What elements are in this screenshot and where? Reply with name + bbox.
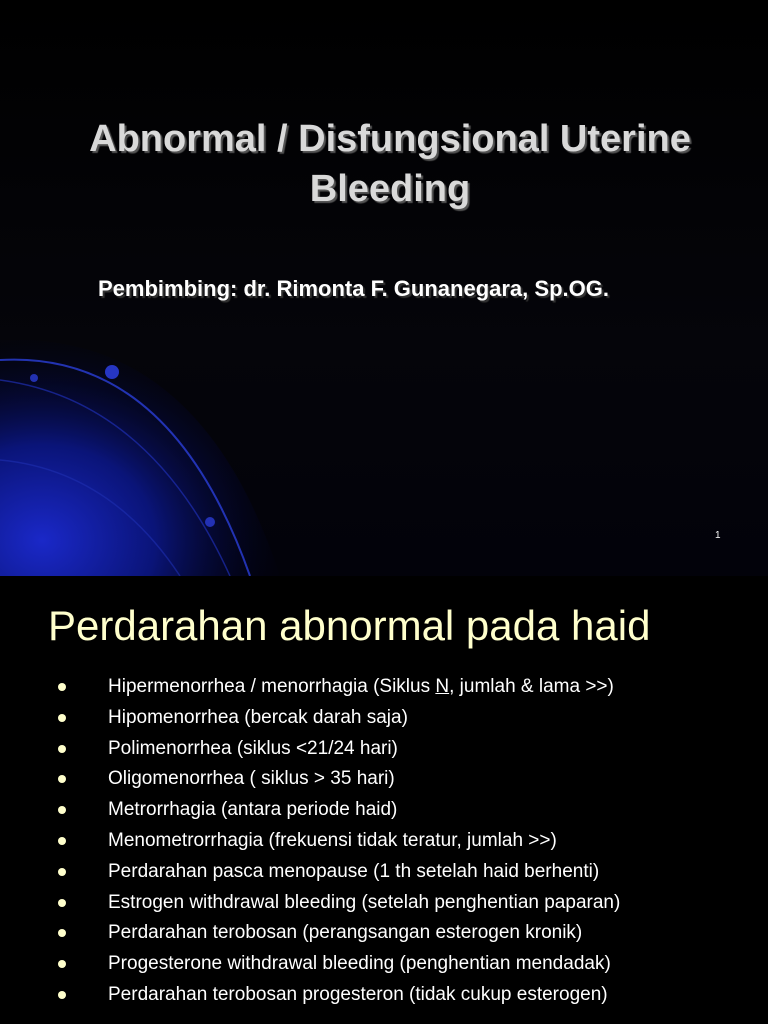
bullet-dot-icon xyxy=(58,929,66,937)
list-item xyxy=(0,764,768,795)
bullet-dot-icon xyxy=(58,991,66,999)
list-item xyxy=(0,888,768,919)
list-item xyxy=(0,795,768,826)
list-item-text: Estrogen withdrawal bleeding (setelah penghentian paparan) xyxy=(108,891,621,913)
list-item xyxy=(0,980,768,1011)
bullet-dot-icon xyxy=(58,683,66,691)
list-item-text: Oligomenorrhea ( siklus > 35 hari) xyxy=(108,768,395,790)
bullet-dot-icon xyxy=(58,868,66,876)
list-item xyxy=(0,857,768,888)
slide-title-text xyxy=(30,114,750,214)
list-item xyxy=(0,672,768,703)
title-line-1: Abnormal / Disfungsional Uterine xyxy=(89,118,691,160)
bullet-dot-icon xyxy=(58,775,66,783)
bullet-list xyxy=(0,672,768,1011)
list-item xyxy=(0,949,768,980)
bullet-dot-icon xyxy=(58,806,66,814)
bullet-dot-icon xyxy=(58,960,66,968)
title-line-2: Bleeding xyxy=(309,168,471,210)
list-item xyxy=(0,734,768,765)
list-item-text: Perdarahan terobosan (perangsangan esterogen kronik) xyxy=(108,922,583,944)
list-item-text: Polimenorrhea (siklus <21/24 hari) xyxy=(108,737,398,759)
bullet-dot-icon xyxy=(58,899,66,907)
list-item-text: Perdarahan pasca menopause (1 th setelah haid berhenti) xyxy=(108,860,600,882)
slide-heading: Perdarahan abnormal pada haid xyxy=(48,602,651,649)
list-item-text: Metrorrhagia (antara periode haid) xyxy=(108,799,398,821)
subtitle: Pembimbing: dr. Rimonta F. Gunanegara, Sp.OG. xyxy=(98,276,609,301)
list-item-text: Menometrorrhagia (frekuensi tidak teratur, jumlah >>) xyxy=(108,829,557,851)
page-number: 1 xyxy=(715,530,721,541)
list-item xyxy=(0,918,768,949)
list-item-text: Hipomenorrhea (bercak darah saja) xyxy=(108,706,408,728)
list-item-text: Perdarahan terobosan progesteron (tidak cukup esterogen) xyxy=(108,983,608,1005)
list-item xyxy=(0,826,768,857)
list-item-text: Hipermenorrhea / menorrhagia (Siklus N, jumlah & lama >>) xyxy=(108,676,614,697)
list-item xyxy=(0,703,768,734)
list-item-text: Progesterone withdrawal bleeding (penghentian mendadak) xyxy=(108,953,611,975)
bullet-dot-icon xyxy=(58,837,66,845)
bullet-dot-icon xyxy=(58,745,66,753)
bullet-dot-icon xyxy=(58,714,66,722)
